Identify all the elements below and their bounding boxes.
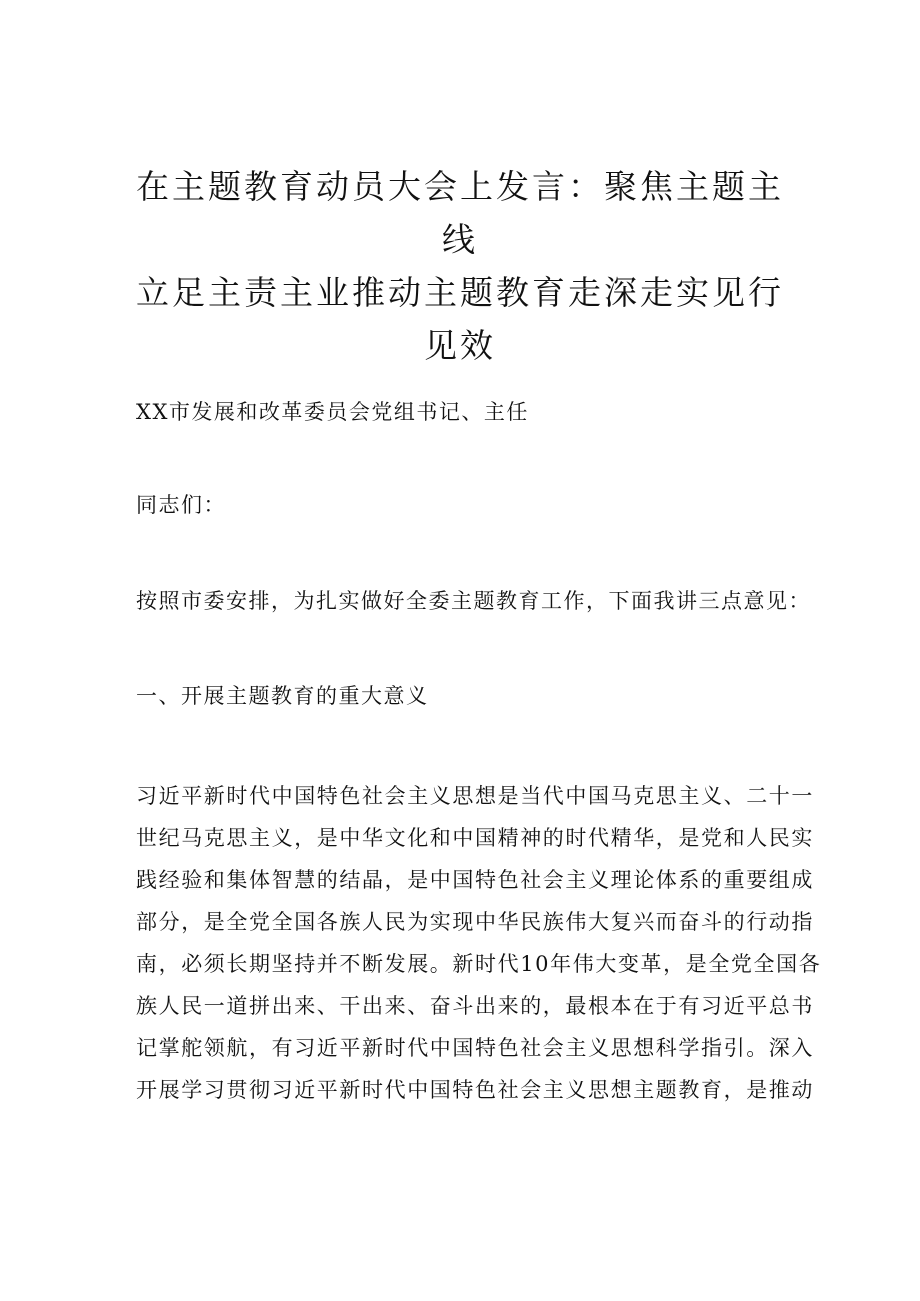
author-line: XX市发展和改革委员会党组书记、主任 <box>136 400 529 424</box>
paragraph-line: 世纪马克思主义，是中华文化和中国精神的时代精华，是党和人民实 <box>136 826 814 850</box>
title-line: 在主题教育动员大会上发言：聚焦主题主线 <box>136 167 784 260</box>
paragraph-line: 南，必须长期坚持并不断发展。新时代10年伟大变革，是全党全国各 <box>136 952 822 976</box>
intro-paragraph: 按照市委安排，为扎实做好全委主题教育工作，下面我讲三点意见： <box>136 589 811 613</box>
paragraph-line: 践经验和集体智慧的结晶，是中国特色社会主义理论体系的重要组成 <box>136 868 814 892</box>
paragraph-line: 部分，是全党全国各族人民为实现中华民族伟大复兴而奋斗的行动指 <box>136 910 814 934</box>
greeting: 同志们： <box>136 493 226 517</box>
title-line: 立足主责主业推动主题教育走深走实见行 <box>136 273 784 313</box>
paragraph-line: 族人民一道拼出来、干出来、奋斗出来的，最根本在于有习近平总书 <box>136 994 814 1018</box>
paragraph-line: 习近平新时代中国特色社会主义思想是当代中国马克思主义、二十一 <box>136 784 814 808</box>
section-heading: 一、开展主题教育的重大意义 <box>136 684 429 708</box>
document-title <box>120 160 800 372</box>
body-paragraph <box>136 775 822 1111</box>
paragraph-line: 开展学习贯彻习近平新时代中国特色社会主义思想主题教育，是推动 <box>136 1078 814 1102</box>
paragraph-line: 记掌舵领航，有习近平新时代中国特色社会主义思想科学指引。深入 <box>136 1036 814 1060</box>
title-line: 见效 <box>424 326 496 366</box>
